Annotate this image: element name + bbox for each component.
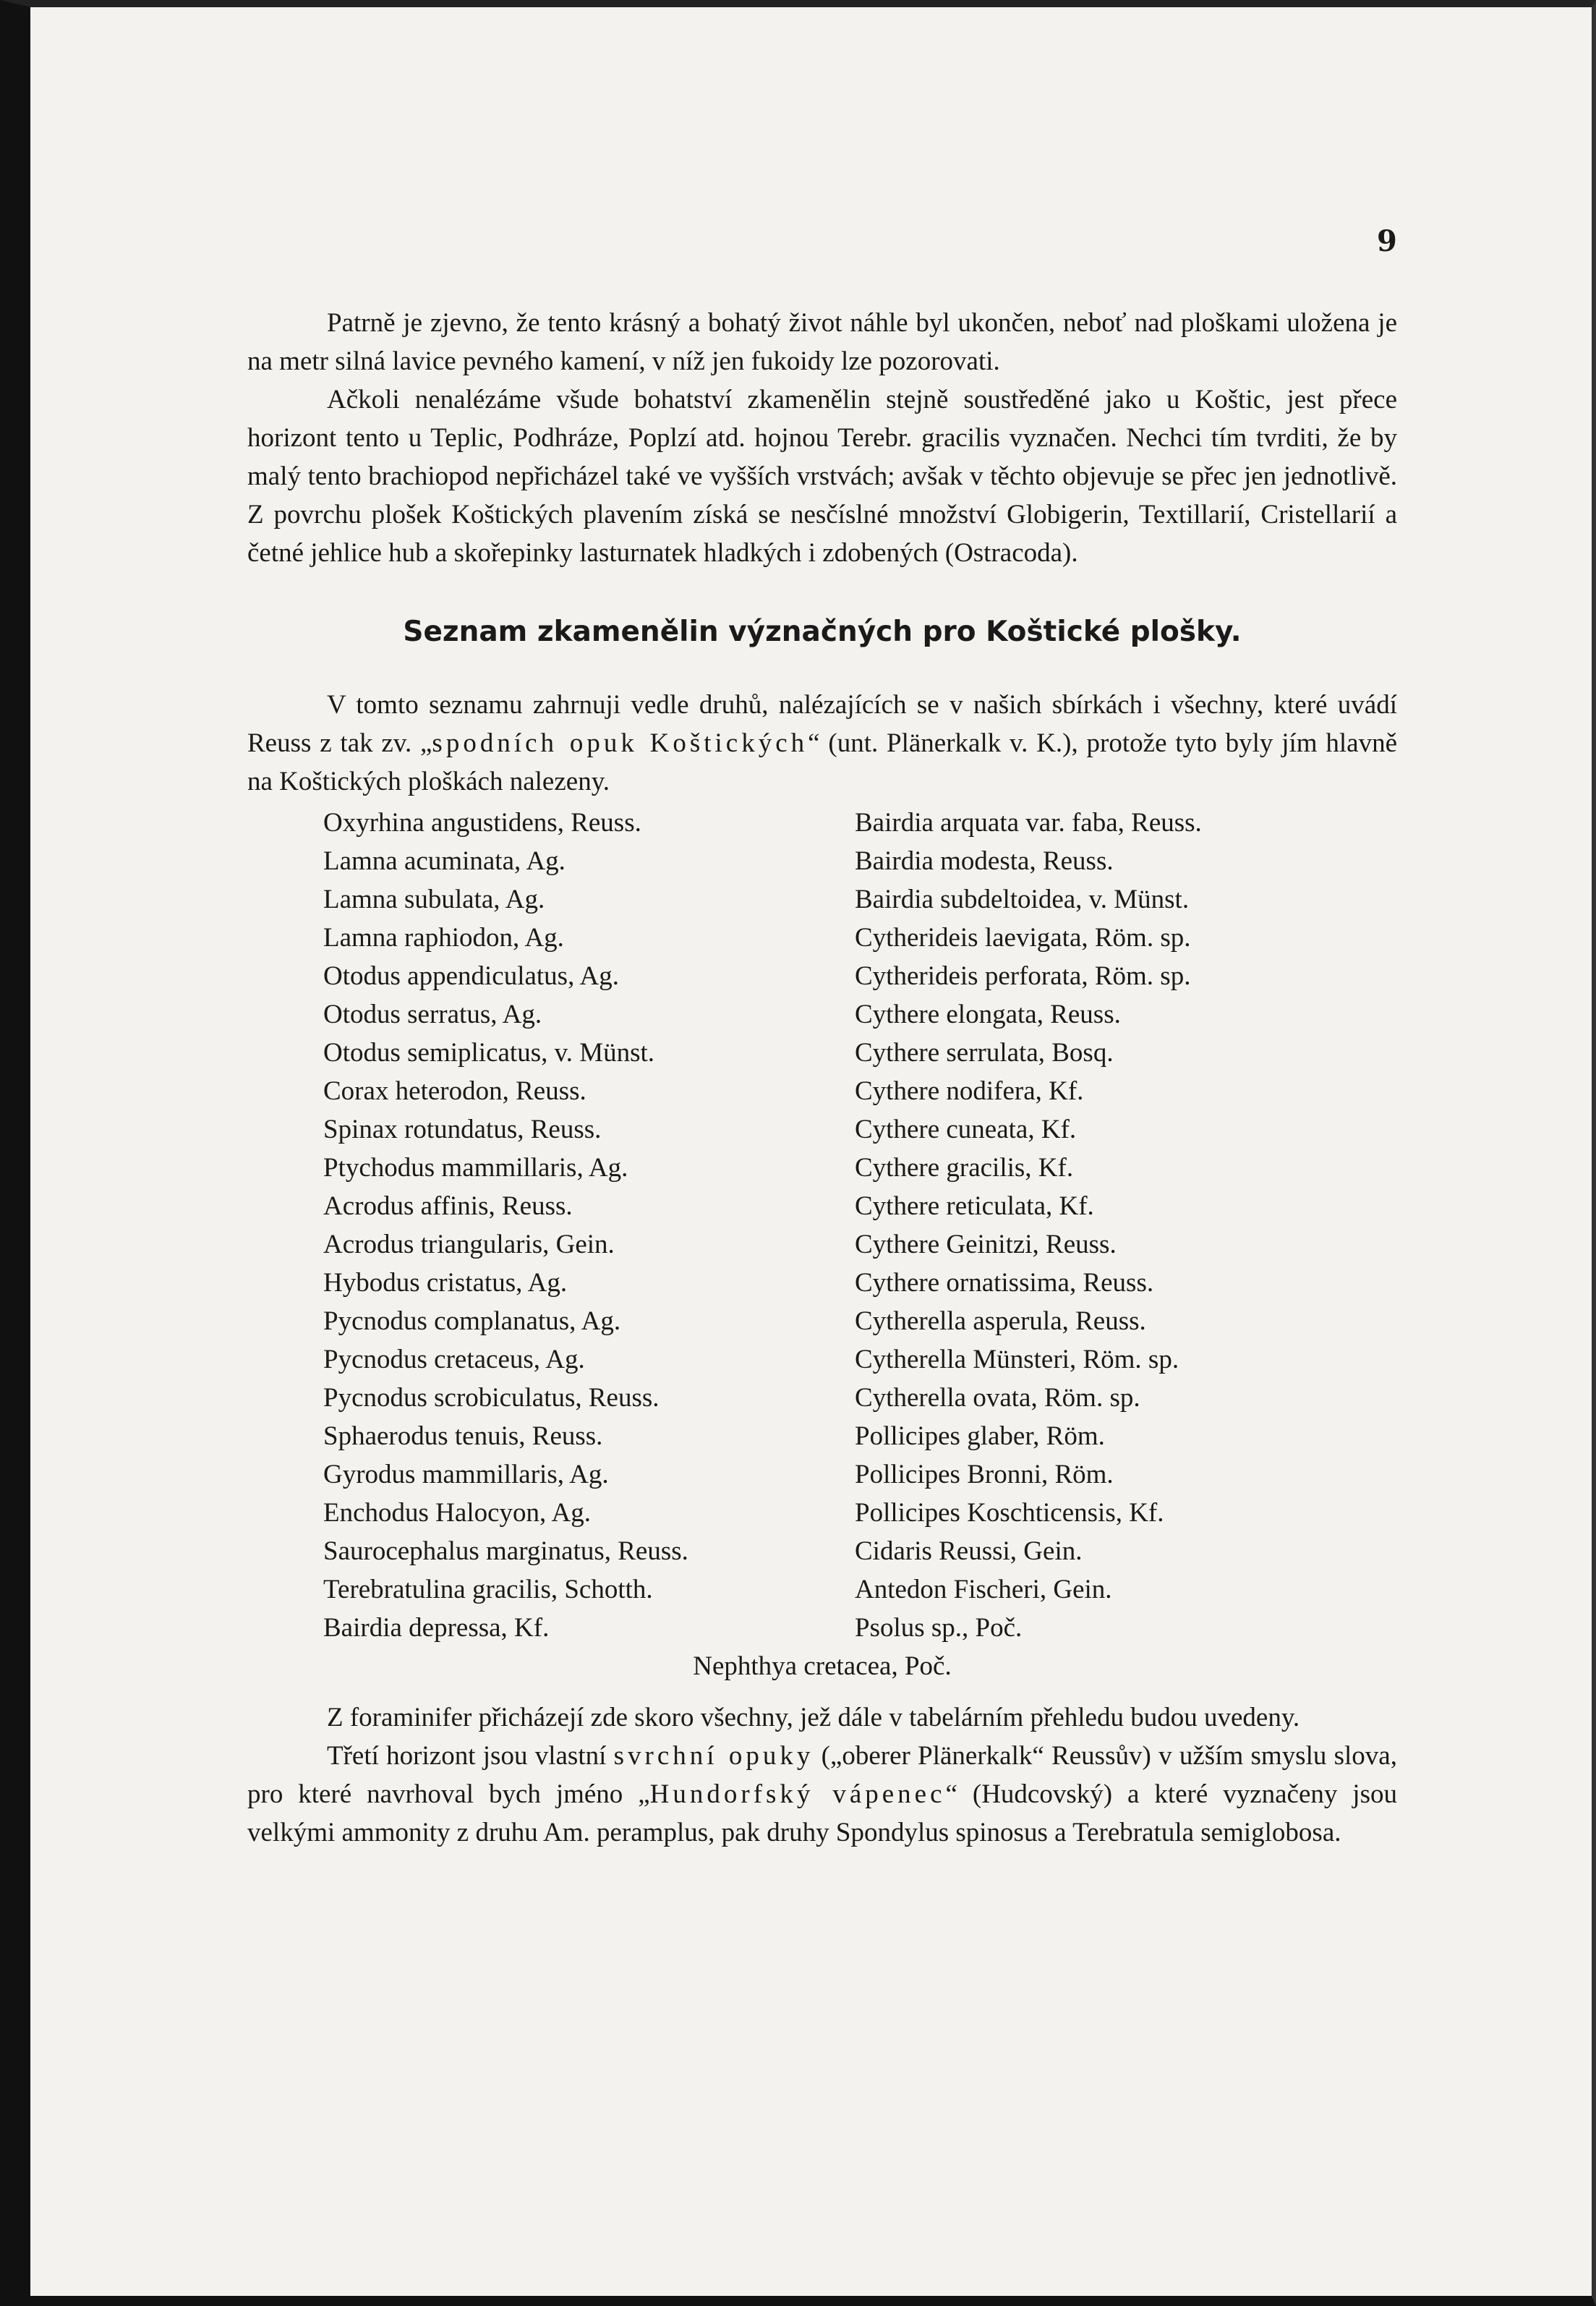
page-number: 9 [1377,224,1397,258]
section-heading: Seznam zkamenělin význačných pro Koštické plošky. [403,616,1242,648]
species-item-left: Hybodus cristatus, Ag. [323,1268,568,1298]
species-item-right: Cythere elongata, Reuss. [855,1000,1121,1029]
species-item-left: Sphaerodus tenuis, Reuss. [323,1421,603,1451]
species-item-right: Cythere nodifera, Kf. [855,1076,1084,1106]
species-item-right: Cythere gracilis, Kf. [855,1153,1074,1183]
paragraph-1: Patrně je zjevno, že tento krásný a bohatý život náhle byl ukončen, neboť nad ploškami uložena je na metr silná lavice pevného kamení, v níž jen fukoidy lze pozorovati. [247,308,1397,376]
species-item-left: Spinax rotundatus, Reuss. [323,1115,602,1144]
species-list [247,804,1397,1647]
species-item-left: Bairdia depressa, Kf. [323,1613,550,1643]
paragraph-5-text-e: “ (Hudcovský) a které vyznačeny jsou velkými ammonity z druhu Am. peramplus, pak druhy Spondylus spinosus a Terebratula semiglobosa. [247,1779,1397,1847]
species-item-left: Saurocephalus marginatus, Reuss. [323,1536,688,1566]
species-item-left: Enchodus Halocyon, Ag. [323,1498,591,1528]
spaced-term-svrchni-opuky: svrchní opuky [613,1741,814,1771]
spaced-term-spodni-opuky: spodních opuk Koštických [432,728,808,758]
paragraph-4: Z foraminifer přicházejí zde skoro všechny, jež dále v tabelárním přehledu budou uvedeny. [327,1703,1300,1732]
species-item-right: Bairdia arquata var. faba, Reuss. [855,808,1202,838]
species-item-right: Cytherideis laevigata, Röm. sp. [855,923,1191,953]
species-item-left: Lamna raphiodon, Ag. [323,923,564,953]
species-item-left: Lamna acuminata, Ag. [323,846,566,876]
paragraph-3-text-c: “ (unt. Plänerkalk v. K.), protože tyto byly jím hlavně na Koštických ploškách nalezeny. [247,728,1398,796]
spaced-term-hundorfsky-vapenec: Hundorfský vápenec [649,1779,946,1809]
species-item-left: Otodus semiplicatus, v. Münst. [323,1038,655,1068]
species-item-left: Acrodus affinis, Reuss. [323,1191,573,1221]
species-item-left: Pycnodus scrobiculatus, Reuss. [323,1383,660,1413]
species-item-right: Cytherella Münsteri, Röm. sp. [855,1345,1179,1374]
species-item-left: Pycnodus cretaceus, Ag. [323,1345,585,1374]
paragraph-3-text-a: V tomto seznamu zahrnuji vedle druhů, nalézajících se v našich sbírkách i všechny, které uvádí Reuss z tak zv. „ [247,690,1397,758]
species-item-right: Cytherideis perforata, Röm. sp. [855,961,1191,991]
species-item-left: Pycnodus complanatus, Ag. [323,1306,621,1336]
species-item-right: Antedon Fischeri, Gein. [855,1575,1112,1604]
paragraph-3 [247,686,1397,801]
species-item-left: Otodus appendiculatus, Ag. [323,961,620,991]
species-item-right: Pollicipes glaber, Röm. [855,1421,1105,1451]
page-content [247,304,1397,1852]
paragraph-5-text-c: („oberer Plänerkalk“ Reussův) v užším smyslu slova, pro které navrhoval bych jméno „ [247,1741,1397,1809]
species-item-right: Cythere ornatissima, Reuss. [855,1268,1154,1298]
species-item-right: Pollicipes Koschticensis, Kf. [855,1498,1164,1528]
species-item-left: Otodus serratus, Ag. [323,1000,542,1029]
species-item-right: Cytherella ovata, Röm. sp. [855,1383,1140,1413]
species-item-right: Cythere cuneata, Kf. [855,1115,1077,1144]
species-item-left: Gyrodus mammillaris, Ag. [323,1460,609,1489]
species-item-left: Corax heterodon, Reuss. [323,1076,586,1106]
species-item-right: Pollicipes Bronni, Röm. [855,1460,1114,1489]
species-item-right: Cythere serrulata, Bosq. [855,1038,1114,1068]
species-item-left: Acrodus triangularis, Gein. [323,1230,615,1259]
species-item-left: Ptychodus mammillaris, Ag. [323,1153,628,1183]
species-item-right: Cytherella asperula, Reuss. [855,1306,1146,1336]
species-item-right: Cythere reticulata, Kf. [855,1191,1094,1221]
paragraph-5-text-a: Třetí horizont jsou vlastní [327,1741,614,1771]
paragraph-5 [247,1737,1397,1852]
species-item-right: Bairdia modesta, Reuss. [855,846,1114,876]
species-item-left: Lamna subulata, Ag. [323,885,545,914]
species-item-left: Terebratulina gracilis, Schotth. [323,1575,653,1604]
species-item-left: Oxyrhina angustidens, Reuss. [323,808,641,838]
species-item-right: Bairdia subdeltoidea, v. Münst. [855,885,1190,914]
species-item-right: Cythere Geinitzi, Reuss. [855,1230,1117,1259]
species-item-right: Psolus sp., Poč. [855,1613,1023,1643]
species-item-right: Cidaris Reussi, Gein. [855,1536,1083,1566]
species-centered-item: Nephthya cretacea, Poč. [693,1651,952,1681]
paragraph-2: Ačkoli nenalézáme všude bohatství zkamenělin stejně soustředěné jako u Koštic, jest přece horizont tento u Teplic, Podhráze, Poplzí atd. hojnou Terebr. gracilis vyznačen. Nechci tím tvrditi, že by malý tento brachiopod nepřicházel také ve vyšších vrstvách; avšak v těchto objevuje se přec jen jednotlivě. Z povrchu plošek Koštických plavením získá se nesčíslné množství Globigerin, Textillarií, Cristellarií a četné jehlice hub a skořepinky lasturnatek hladkých i zdobených (Ostracoda). [247,385,1397,568]
